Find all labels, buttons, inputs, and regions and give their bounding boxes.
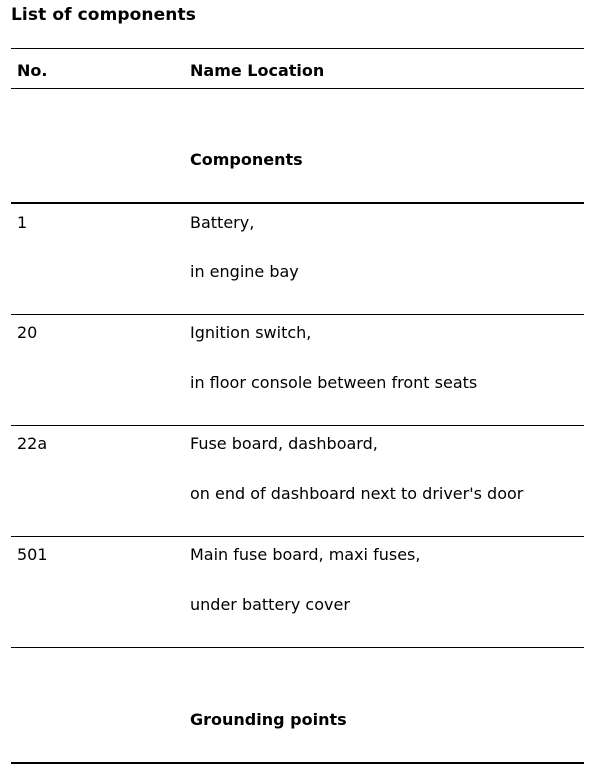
row-number: 22a (17, 434, 48, 453)
row-divider (11, 647, 584, 648)
row-number: 501 (17, 545, 48, 564)
component-location: in floor console between front seats (190, 373, 478, 392)
row-divider (11, 314, 584, 315)
component-name: Ignition switch, (190, 323, 312, 342)
row-number: 20 (17, 323, 38, 342)
component-location: under battery cover (190, 595, 350, 614)
component-location: on end of dashboard next to driver's door (190, 484, 524, 503)
column-header-no: No. (17, 61, 48, 80)
section-rule (11, 762, 584, 764)
section-heading-grounding-points: Grounding points (190, 710, 347, 729)
component-name: Battery, (190, 213, 255, 232)
row-divider (11, 536, 584, 537)
component-location: in engine bay (190, 262, 299, 281)
section-rule (11, 202, 584, 204)
component-name: Fuse board, dashboard, (190, 434, 378, 453)
section-heading-components: Components (190, 150, 303, 169)
row-number: 1 (17, 213, 28, 232)
page-title: List of components (11, 5, 196, 25)
component-name: Main fuse board, maxi fuses, (190, 545, 421, 564)
column-header-name-location: Name Location (190, 61, 325, 80)
table-top-rule (11, 48, 584, 49)
header-rule (11, 88, 584, 89)
row-divider (11, 425, 584, 426)
